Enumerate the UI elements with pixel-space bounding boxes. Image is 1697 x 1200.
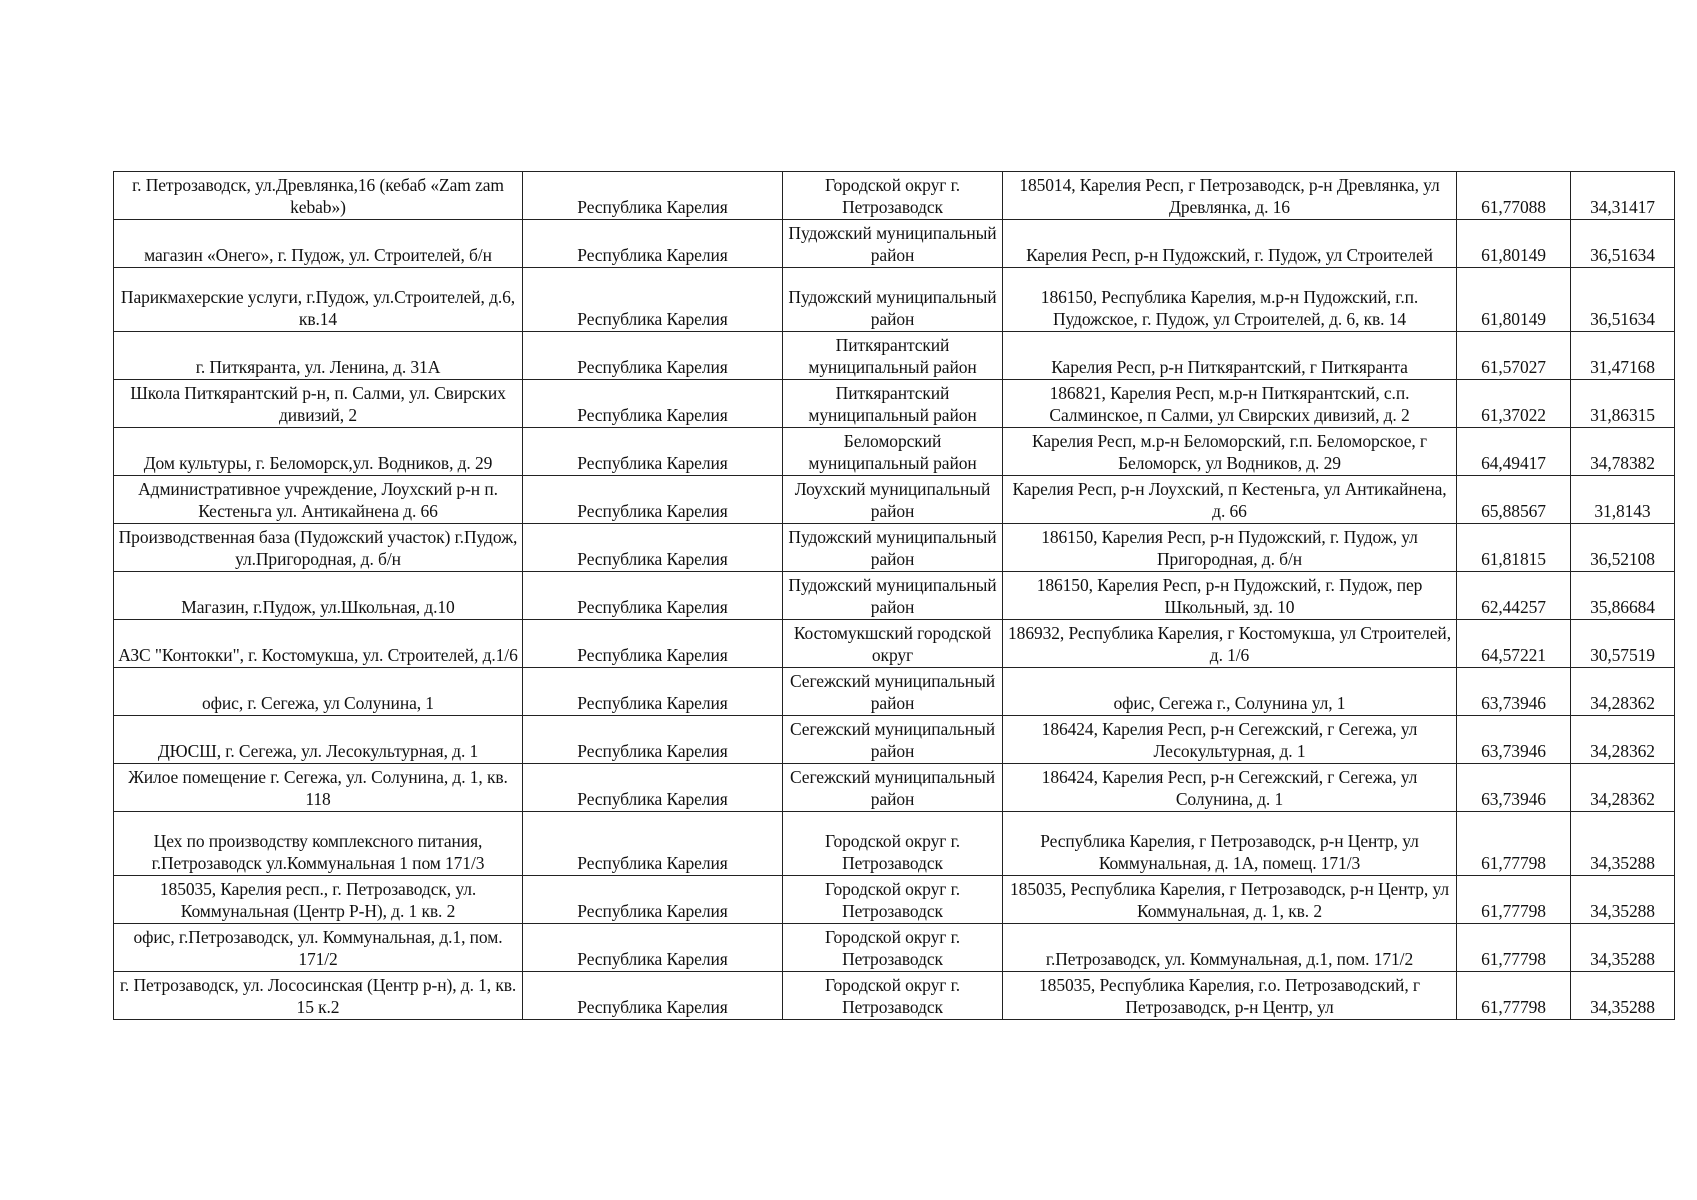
district-text: Костомукшский городской округ (793, 623, 992, 665)
district-cell (783, 620, 1003, 668)
latitude-text: 64,57221 (1481, 645, 1546, 665)
address-text: Карелия Респ, р-н Пудожский, г. Пудож, ул Строителей (1026, 245, 1433, 265)
object-name-cell (114, 380, 523, 428)
object-name-cell (114, 924, 523, 972)
latitude-text: 61,80149 (1481, 245, 1546, 265)
address-cell (1003, 476, 1457, 524)
latitude-cell (1457, 524, 1571, 572)
district-cell (783, 572, 1003, 620)
district-text: Питкярантский муниципальный район (808, 335, 977, 377)
object-name-text: г. Петрозаводск, ул. Лососинская (Центр р-н), д. 1, кв. 15 к.2 (119, 975, 517, 1017)
longitude-text: 30,57519 (1590, 645, 1655, 665)
object-name-cell (114, 716, 523, 764)
address-cell (1003, 972, 1457, 1020)
object-name-text: Парикмахерские услуги, г.Пудож, ул.Строителей, д.6, кв.14 (120, 287, 516, 329)
table-row (114, 172, 1675, 220)
latitude-text: 63,73946 (1481, 741, 1546, 761)
latitude-text: 64,49417 (1481, 453, 1546, 473)
object-name-text: г. Питкяранта, ул. Ленина, д. 31А (195, 357, 441, 377)
address-table (113, 171, 1675, 1020)
address-cell (1003, 620, 1457, 668)
latitude-cell (1457, 716, 1571, 764)
district-cell (783, 524, 1003, 572)
address-text: офис, Сегежа г., Солунина ул, 1 (1113, 693, 1346, 713)
district-cell (783, 812, 1003, 876)
table-row (114, 812, 1675, 876)
address-text: 185014, Карелия Респ, г Петрозаводск, р-н Древлянка, ул Древлянка, д. 16 (1019, 175, 1440, 217)
object-name-text: Школа Питкярантский р-н, п. Салми, ул. Свирских дивизий, 2 (130, 383, 506, 425)
latitude-text: 61,81815 (1481, 549, 1546, 569)
latitude-text: 61,77798 (1481, 997, 1546, 1017)
district-text: Пудожский муниципальный район (788, 223, 997, 265)
address-cell (1003, 524, 1457, 572)
latitude-text: 61,77798 (1481, 853, 1546, 873)
latitude-text: 61,57027 (1481, 357, 1546, 377)
region-text: Республика Карелия (577, 453, 728, 473)
latitude-cell (1457, 572, 1571, 620)
address-cell (1003, 668, 1457, 716)
latitude-cell (1457, 220, 1571, 268)
latitude-cell (1457, 332, 1571, 380)
address-text: 186821, Карелия Респ, м.р-н Питкярантский, с.п. Салминское, п Салми, ул Свирских дивизий, д. 2 (1049, 383, 1410, 425)
table-row (114, 572, 1675, 620)
longitude-cell (1571, 524, 1675, 572)
table-row (114, 876, 1675, 924)
object-name-text: Магазин, г.Пудож, ул.Школьная, д.10 (181, 597, 455, 617)
address-cell (1003, 220, 1457, 268)
region-cell (523, 476, 783, 524)
address-text: 186424, Карелия Респ, р-н Сегежский, г Сегежа, ул Солунина, д. 1 (1041, 767, 1418, 809)
object-name-text: Цех по производству комплексного питания, г.Петрозаводск ул.Коммунальная 1 пом 171/3 (151, 831, 485, 873)
region-cell (523, 572, 783, 620)
longitude-text: 34,35288 (1590, 901, 1655, 921)
address-text: 186150, Карелия Респ, р-н Пудожский, г. Пудож, ул Пригородная, д. б/н (1041, 527, 1418, 569)
latitude-cell (1457, 668, 1571, 716)
longitude-cell (1571, 924, 1675, 972)
district-text: Городской округ г. Петрозаводск (825, 831, 960, 873)
object-name-cell (114, 876, 523, 924)
region-cell (523, 428, 783, 476)
longitude-text: 34,28362 (1590, 741, 1655, 761)
address-text: г.Петрозаводск, ул. Коммунальная, д.1, пом. 171/2 (1045, 949, 1414, 969)
object-name-cell (114, 476, 523, 524)
longitude-text: 36,51634 (1590, 245, 1655, 265)
table-row (114, 764, 1675, 812)
object-name-text: Производственная база (Пудожский участок) г.Пудож, ул.Пригородная, д. б/н (118, 527, 518, 569)
longitude-cell (1571, 764, 1675, 812)
latitude-cell (1457, 876, 1571, 924)
table-row (114, 380, 1675, 428)
district-text: Лоухский муниципальный район (794, 479, 991, 521)
address-text: 186424, Карелия Респ, р-н Сегежский, г Сегежа, ул Лесокультурная, д. 1 (1041, 719, 1418, 761)
district-text: Пудожский муниципальный район (788, 287, 997, 329)
latitude-cell (1457, 620, 1571, 668)
longitude-cell (1571, 332, 1675, 380)
longitude-text: 31,86315 (1590, 405, 1655, 425)
latitude-cell (1457, 972, 1571, 1020)
object-name-text: Дом культуры, г. Беломорск,ул. Водников, д. 29 (143, 453, 493, 473)
longitude-text: 34,78382 (1590, 453, 1655, 473)
longitude-text: 34,35288 (1590, 997, 1655, 1017)
region-cell (523, 268, 783, 332)
latitude-cell (1457, 172, 1571, 220)
longitude-cell (1571, 620, 1675, 668)
region-cell (523, 972, 783, 1020)
region-text: Республика Карелия (577, 853, 728, 873)
object-name-text: Административное учреждение, Лоухский р-н п. Кестеньга ул. Антикайнена д. 66 (138, 479, 498, 521)
district-text: Питкярантский муниципальный район (808, 383, 977, 425)
longitude-text: 31,8143 (1594, 501, 1651, 521)
district-text: Городской округ г. Петрозаводск (825, 927, 960, 969)
region-cell (523, 764, 783, 812)
latitude-text: 61,77798 (1481, 901, 1546, 921)
region-cell (523, 620, 783, 668)
district-cell (783, 428, 1003, 476)
latitude-text: 61,77798 (1481, 949, 1546, 969)
region-cell (523, 668, 783, 716)
object-name-cell (114, 812, 523, 876)
district-cell (783, 332, 1003, 380)
region-text: Республика Карелия (577, 357, 728, 377)
region-text: Республика Карелия (577, 741, 728, 761)
region-text: Республика Карелия (577, 197, 728, 217)
district-text: Пудожский муниципальный район (788, 527, 997, 569)
region-text: Республика Карелия (577, 901, 728, 921)
longitude-cell (1571, 668, 1675, 716)
object-name-cell (114, 972, 523, 1020)
longitude-text: 34,35288 (1590, 949, 1655, 969)
longitude-text: 36,52108 (1590, 549, 1655, 569)
address-text: 186932, Республика Карелия, г Костомукша, ул Строителей, д. 1/6 (1008, 623, 1451, 665)
longitude-text: 31,47168 (1590, 357, 1655, 377)
longitude-cell (1571, 476, 1675, 524)
table-row (114, 924, 1675, 972)
region-text: Республика Карелия (577, 597, 728, 617)
latitude-text: 63,73946 (1481, 789, 1546, 809)
region-cell (523, 716, 783, 764)
object-name-cell (114, 332, 523, 380)
region-cell (523, 524, 783, 572)
table-row (114, 972, 1675, 1020)
object-name-cell (114, 764, 523, 812)
address-text: Карелия Респ, р-н Лоухский, п Кестеньга, ул Антикайнена, д. 66 (1012, 479, 1447, 521)
address-text: 186150, Карелия Респ, р-н Пудожский, г. Пудож, пер Школьный, зд. 10 (1036, 575, 1423, 617)
district-cell (783, 876, 1003, 924)
longitude-cell (1571, 268, 1675, 332)
region-text: Республика Карелия (577, 309, 728, 329)
table-row (114, 668, 1675, 716)
table-body (114, 172, 1675, 1020)
district-text: Беломорский муниципальный район (808, 431, 977, 473)
region-cell (523, 220, 783, 268)
latitude-cell (1457, 764, 1571, 812)
district-text: Городской округ г. Петрозаводск (825, 175, 960, 217)
district-cell (783, 716, 1003, 764)
object-name-cell (114, 428, 523, 476)
latitude-cell (1457, 812, 1571, 876)
region-cell (523, 876, 783, 924)
region-cell (523, 812, 783, 876)
district-text: Городской округ г. Петрозаводск (825, 879, 960, 921)
address-cell (1003, 380, 1457, 428)
address-text: 186150, Республика Карелия, м.р-н Пудожский, г.п. Пудожское, г. Пудож, ул Строителей, д. 6, кв. 14 (1040, 287, 1419, 329)
district-cell (783, 668, 1003, 716)
district-cell (783, 972, 1003, 1020)
region-text: Республика Карелия (577, 245, 728, 265)
region-text: Республика Карелия (577, 949, 728, 969)
address-cell (1003, 812, 1457, 876)
latitude-cell (1457, 476, 1571, 524)
address-cell (1003, 924, 1457, 972)
address-clip (1007, 974, 1452, 1018)
object-name-cell (114, 268, 523, 332)
region-text: Республика Карелия (577, 789, 728, 809)
latitude-text: 63,73946 (1481, 693, 1546, 713)
address-cell (1003, 268, 1457, 332)
latitude-text: 62,44257 (1481, 597, 1546, 617)
object-name-text: г. Петрозаводск, ул.Древлянка,16 (кебаб «Zam zam kebab») (132, 175, 504, 217)
district-text: Сегежский муниципальный район (790, 719, 995, 761)
region-text: Республика Карелия (577, 645, 728, 665)
district-cell (783, 172, 1003, 220)
longitude-cell (1571, 716, 1675, 764)
address-cell (1003, 876, 1457, 924)
region-cell (523, 380, 783, 428)
latitude-cell (1457, 924, 1571, 972)
region-cell (523, 924, 783, 972)
latitude-text: 61,77088 (1481, 197, 1546, 217)
longitude-cell (1571, 380, 1675, 428)
object-name-text: офис, г.Петрозаводск, ул. Коммунальная, д.1, пом. 171/2 (133, 927, 503, 969)
object-name-cell (114, 220, 523, 268)
longitude-cell (1571, 172, 1675, 220)
longitude-text: 34,28362 (1590, 693, 1655, 713)
object-name-text: 185035, Карелия респ., г. Петрозаводск, ул. Коммунальная (Центр Р-Н), д. 1 кв. 2 (159, 879, 477, 921)
longitude-text: 34,35288 (1590, 853, 1655, 873)
longitude-text: 34,28362 (1590, 789, 1655, 809)
object-name-cell (114, 524, 523, 572)
region-text: Республика Карелия (577, 693, 728, 713)
longitude-cell (1571, 972, 1675, 1020)
longitude-cell (1571, 876, 1675, 924)
address-cell (1003, 716, 1457, 764)
district-cell (783, 764, 1003, 812)
object-name-cell (114, 572, 523, 620)
object-name-cell (114, 172, 523, 220)
object-name-cell (114, 620, 523, 668)
latitude-text: 65,88567 (1481, 501, 1546, 521)
table-row (114, 476, 1675, 524)
address-text: Карелия Респ, р-н Питкярантский, г Питкяранта (1051, 357, 1408, 377)
region-cell (523, 332, 783, 380)
address-cell (1003, 172, 1457, 220)
table-row (114, 220, 1675, 268)
address-cell (1003, 764, 1457, 812)
region-text: Республика Карелия (577, 501, 728, 521)
latitude-text: 61,37022 (1481, 405, 1546, 425)
region-cell (523, 172, 783, 220)
address-text: 185035, Республика Карелия, г.о. Петрозаводский, г Петрозаводск, р-н Центр, ул (1039, 975, 1420, 1017)
latitude-text: 61,80149 (1481, 309, 1546, 329)
district-cell (783, 476, 1003, 524)
address-text: Карелия Респ, м.р-н Беломорский, г.п. Беломорское, г Беломорск, ул Водников, д. 29 (1032, 431, 1427, 473)
object-name-cell (114, 668, 523, 716)
address-cell (1003, 332, 1457, 380)
district-text: Пудожский муниципальный район (788, 575, 997, 617)
latitude-cell (1457, 380, 1571, 428)
address-text: Республика Карелия, г Петрозаводск, р-н Центр, ул Коммунальная, д. 1А, помещ. 171/3 (1040, 831, 1419, 873)
object-name-text: ДЮСШ, г. Сегежа, ул. Лесокультурная, д. 1 (157, 741, 479, 761)
district-cell (783, 380, 1003, 428)
object-name-text: АЗС "Контокки", г. Костомукша, ул. Строителей, д.1/6 (118, 645, 518, 665)
object-name-text: Жилое помещение г. Сегежа, ул. Солунина, д. 1, кв. 118 (128, 767, 508, 809)
longitude-cell (1571, 812, 1675, 876)
district-text: Сегежский муниципальный район (790, 671, 995, 713)
longitude-text: 34,31417 (1590, 197, 1655, 217)
longitude-text: 35,86684 (1590, 597, 1655, 617)
longitude-cell (1571, 572, 1675, 620)
object-name-text: офис, г. Сегежа, ул Солунина, 1 (202, 693, 434, 713)
district-cell (783, 268, 1003, 332)
longitude-cell (1571, 220, 1675, 268)
region-text: Республика Карелия (577, 405, 728, 425)
district-cell (783, 220, 1003, 268)
table-row (114, 332, 1675, 380)
latitude-cell (1457, 268, 1571, 332)
longitude-text: 36,51634 (1590, 309, 1655, 329)
address-cell (1003, 428, 1457, 476)
object-name-text: магазин «Онего», г. Пудож, ул. Строителей, б/н (144, 245, 492, 265)
latitude-cell (1457, 428, 1571, 476)
longitude-cell (1571, 428, 1675, 476)
address-cell (1003, 572, 1457, 620)
district-text: Сегежский муниципальный район (790, 767, 995, 809)
table-row (114, 524, 1675, 572)
region-text: Республика Карелия (577, 997, 728, 1017)
table-row (114, 428, 1675, 476)
table-row (114, 268, 1675, 332)
table-row (114, 716, 1675, 764)
district-cell (783, 924, 1003, 972)
district-text: Городской округ г. Петрозаводск (825, 975, 960, 1017)
address-text: 185035, Республика Карелия, г Петрозаводск, р-н Центр, ул Коммунальная, д. 1, кв. 2 (1010, 879, 1449, 921)
region-text: Республика Карелия (577, 549, 728, 569)
table-row (114, 620, 1675, 668)
